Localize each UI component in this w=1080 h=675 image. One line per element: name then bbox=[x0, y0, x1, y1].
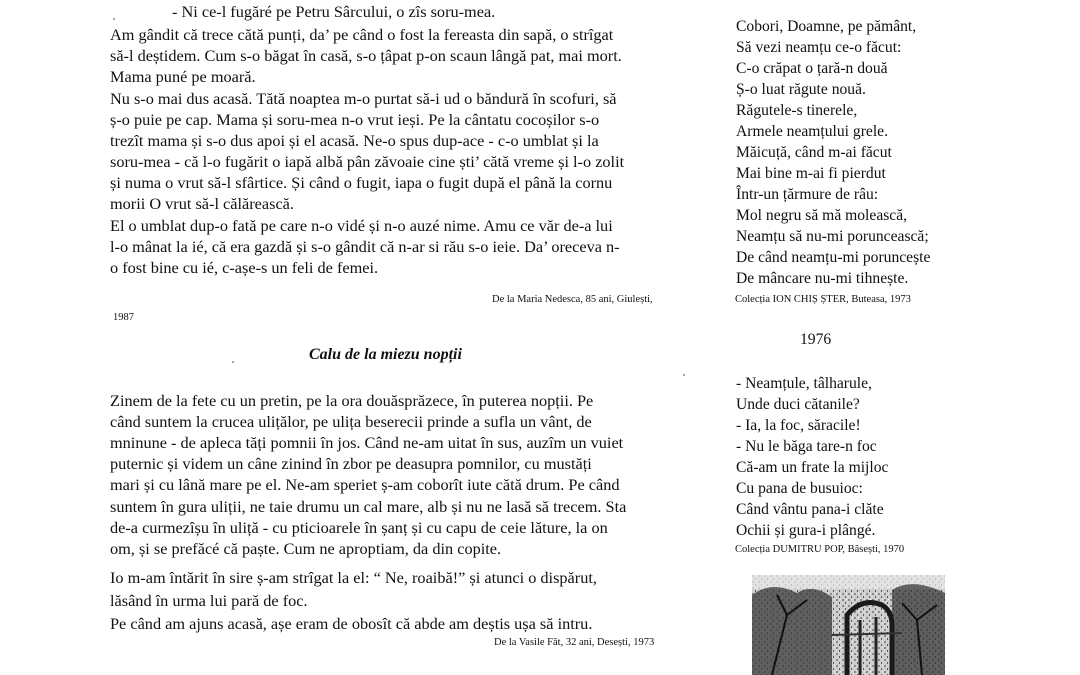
poem2-year: 1976 bbox=[800, 331, 832, 348]
story1-line: și numa o vrut să-l sfârtice. Și când o fugit, iapa o fugit după el până la cornu bbox=[110, 173, 613, 192]
poem1-line: C-o crăpat o țară-n două bbox=[736, 60, 888, 77]
photograph bbox=[752, 575, 945, 675]
story2-source: De la Vasile Făt, 32 ani, Desești, 1973 bbox=[494, 637, 655, 648]
poem1-line: De mâncare nu-mi tihnește. bbox=[736, 270, 909, 287]
story1-line: Am gândit că trece cătă punți, da’ pe când o fost la fereasta din sapă, o strîgat bbox=[110, 25, 614, 44]
story2-line: puternic și videm un câne zinind în zbor pe deasupra pomnilor, cu mustăți bbox=[110, 454, 592, 473]
poem1-line: Mai bine m-ai fi pierdut bbox=[736, 165, 886, 182]
story1-line: l-o mânat la ié, că era gazdă și s-o gândit că n-ar si rău s-o ieie. Da’ oreceva n- bbox=[110, 237, 620, 256]
story2-line: de-a curmezîșu în uliță - cu pticioarele în șanț și cu capu de ceie lăture, la on bbox=[110, 518, 608, 537]
story2-line: lăsând în urma lui pară de foc. bbox=[110, 591, 308, 610]
poem2-line: - Neamțule, tâlharule, bbox=[736, 375, 872, 392]
poem1-line: Mol negru să mă molească, bbox=[736, 207, 908, 224]
poem2-line: Unde duci cătanile? bbox=[736, 396, 860, 413]
poem1-line: Într-un țărmure de râu: bbox=[736, 186, 879, 203]
story2-line: suntem în gura uliții, ne taie drumu un cal mare, alb și nu ne lasă să trecem. Sta bbox=[110, 497, 627, 516]
poem2-source: Colecția DUMITRU POP, Băsești, 1970 bbox=[735, 544, 905, 555]
story2-line: mninune - de apleca tăți pomnii în jos. Când ne-am uitat în sus, auzîm un vuiet bbox=[110, 433, 624, 452]
poem2-line: Cu pana de busuioc: bbox=[736, 480, 863, 497]
scan-speck bbox=[113, 18, 115, 20]
story2-line: Pe când am ajuns acasă, așe eram de obosît că abde am deștis ușa să intru. bbox=[110, 614, 593, 633]
poem1-line: Cobori, Doamne, pe pământ, bbox=[736, 18, 917, 35]
poem1-line: Să vezi neamțu ce-o făcut: bbox=[736, 39, 902, 56]
scan-speck bbox=[683, 374, 685, 376]
story1-line: Nu s-o mai dus acasă. Tătă noaptea m-o purtat să-i ud o băndură în scofuri, să bbox=[110, 89, 617, 108]
story1-line: o fost bine cu ié, c-așe-s un feli de femei. bbox=[110, 258, 379, 277]
poem1-source: Colecția ION CHIȘ ȘTER, Buteasa, 1973 bbox=[735, 294, 911, 305]
story1-line: - Ni ce-l fugăré pe Petru Sârcului, o zîs soru-mea. bbox=[172, 2, 496, 21]
story1-line: să-l deștidem. Cum s-o băgat în casă, s-o țâpat p-on scaun lângă pat, mai mort. bbox=[110, 46, 622, 65]
photograph-image bbox=[752, 575, 945, 675]
poem1-line: Ș-o luat răgute nouă. bbox=[736, 81, 866, 98]
story2-line: Zinem de la fete cu un pretin, pe la ora douăsprăzece, în puterea nopții. Pe bbox=[110, 391, 594, 410]
poem2-line: - Ia, la foc, săracile! bbox=[736, 417, 861, 434]
poem1-line: De când neamțu-mi poruncește bbox=[736, 249, 931, 266]
story2-line: mari și cu lână mare pe el. Ne-am speriet ș-am coborît iute cătă drum. Pe când bbox=[110, 475, 620, 494]
story1-source: De la Maria Nedesca, 85 ani, Giulești, bbox=[492, 294, 653, 305]
story1-line: El o umblat dup-o fată pe care n-o vidé și n-o auzé nime. Amu ce văr de-a lui bbox=[110, 216, 613, 235]
story1-line: ș-o puie pe cap. Mama și soru-mea n-o vrut ieși. Pe la cântatu cocoșilor s-o bbox=[110, 110, 600, 129]
story2-line: Io m-am întărit în sire ș-am strîgat la el: “ Ne, roaibă!” și atunci o dispărut, bbox=[110, 568, 597, 587]
poem1-line: Răgutele-s tinerele, bbox=[736, 102, 858, 119]
poem1-line: Măicuță, când m-ai făcut bbox=[736, 144, 892, 161]
story1-line: soru-mea - că l-o fugărit o iapă albă pân zăvoaie cine ști’ cătă vreme și l-o zolit bbox=[110, 152, 625, 171]
poem2-line: Când vântu pana-i clăte bbox=[736, 501, 884, 518]
story1-line: trezît mama și s-o dus apoi și el acasă. Ne-o spus dup-ace - c-o umblat și la bbox=[110, 131, 599, 150]
story1-line: morii O vrut să-l călărească. bbox=[110, 194, 294, 213]
story1-year: 1987 bbox=[113, 312, 134, 323]
poem2-line: Că-am un frate la mijloc bbox=[736, 459, 889, 476]
poem1-line: Neamțu să nu-mi poruncească; bbox=[736, 228, 929, 245]
story2-title: Calu de la miezu nopții bbox=[309, 346, 462, 363]
story1-line: Mama puné pe moară. bbox=[110, 67, 256, 86]
story2-line: om, și se prefăcé că paște. Cum ne aproptiam, da din copite. bbox=[110, 539, 502, 558]
poem2-line: Ochii și gura-i plângé. bbox=[736, 522, 876, 539]
story2-line: când suntem la crucea ulițălor, pe ulița beserecii prinde a sufla un vânt, de bbox=[110, 412, 592, 431]
poem1-line: Armele neamțului grele. bbox=[736, 123, 888, 140]
poem2-line: - Nu le băga tare-n foc bbox=[736, 438, 877, 455]
scan-speck bbox=[232, 361, 234, 363]
